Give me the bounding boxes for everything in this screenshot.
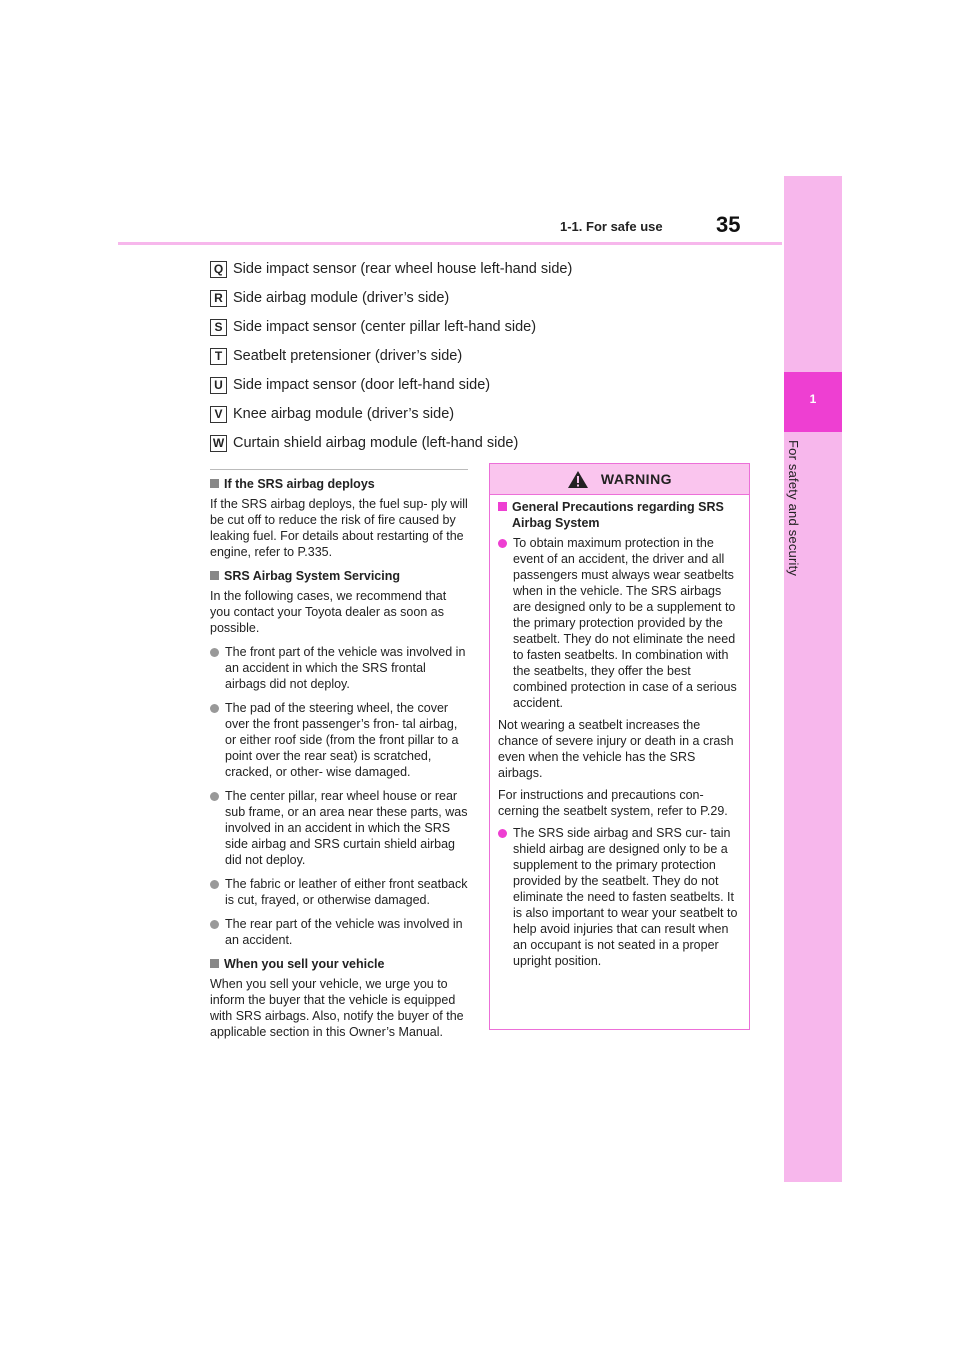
circle-bullet-icon (210, 648, 219, 657)
square-bullet-icon (210, 479, 219, 488)
square-bullet-icon (210, 571, 219, 580)
square-bullet-icon (210, 959, 219, 968)
deploy-text: If the SRS airbag deploys, the fuel sup- ply will be cut off to reduce the risk of fire caused by leaking fuel. For details about restarting of the engine, refer to P.335. (210, 497, 468, 559)
legend-item (210, 404, 770, 424)
warning-divider (490, 494, 749, 495)
warning-heading (498, 499, 741, 531)
legend-key: S (210, 319, 227, 336)
legend-item (210, 375, 770, 395)
legend-key: Q (210, 261, 227, 278)
warning-list-item (498, 535, 741, 711)
deploy-heading (210, 476, 468, 492)
servicing-heading (210, 568, 468, 584)
warning-list-text: To obtain maximum protection in the event of an accident, the driver and all passengers must always wear seatbelts when in the vehicle. The SRS airbags are designed only to be a supplement to the primary protection provided by the seatbelt. They do not eliminate the need to fasten seatbelts. In combination with the seatbelts, they offer the best combined protection in case of a serious accident. (513, 536, 737, 710)
warning-paragraph: For instructions and precautions con- cerning the seatbelt system, refer to P.29. (498, 788, 728, 818)
left-column (210, 469, 468, 1048)
legend-item (210, 288, 770, 308)
list-item-text: The rear part of the vehicle was involved in an accident. (225, 917, 463, 947)
circle-bullet-icon (498, 539, 507, 548)
servicing-heading-text: SRS Airbag System Servicing (224, 569, 400, 583)
list-item-text: The pad of the steering wheel, the cover over the front passenger’s fron- tal airbag, or either roof side (from the front pillar to a point over the rear seat) is scratched, cracked, or other- wise damaged. (225, 701, 459, 779)
legend-text: Knee airbag module (driver’s side) (233, 406, 455, 422)
legend-key: V (210, 406, 227, 423)
circle-bullet-icon (498, 829, 507, 838)
sell-text: When you sell your vehicle, we urge you to inform the buyer that the vehicle is equipped with SRS airbags. Also, notify the buyer of the applicable section in this Owner’s Manual. (210, 977, 464, 1039)
legend-item (210, 259, 770, 279)
circle-bullet-icon (210, 880, 219, 889)
warning-list-text: The SRS side airbag and SRS cur- tain shield airbag are designed only to be a supplement to the primary protection provided by the seatbelt. They do not eliminate the need to fasten seatbelts. It is also important to wear your seatbelt to help avoid injuries that can result when an occupant is not seated in a proper upright position. (513, 826, 738, 968)
legend-text: Side airbag module (driver’s side) (233, 290, 450, 306)
header-rule (118, 242, 782, 245)
list-item (210, 916, 468, 948)
list-item (210, 700, 468, 780)
warning-list-item (498, 825, 741, 969)
warning-header (490, 464, 749, 494)
chapter-tab-strip (784, 176, 842, 1182)
legend-item (210, 346, 770, 366)
circle-bullet-icon (210, 792, 219, 801)
legend-text: Curtain shield airbag module (left-hand side) (233, 435, 519, 451)
legend-text: Side impact sensor (rear wheel house left-hand side) (233, 261, 573, 277)
section-title: 1-1. For safe use (560, 219, 663, 234)
deploy-heading-text: If the SRS airbag deploys (224, 477, 375, 491)
legend-text: Side impact sensor (center pillar left-hand side) (233, 319, 537, 335)
chapter-tab-number: 1 (809, 392, 817, 406)
legend-key: U (210, 377, 227, 394)
warning-box (489, 463, 750, 1030)
page-number: 35 (716, 212, 741, 237)
section-divider (210, 469, 468, 470)
square-bullet-icon (498, 502, 507, 511)
warning-triangle-icon (567, 470, 589, 489)
legend-text: Side impact sensor (door left-hand side) (233, 377, 491, 393)
warning-title: WARNING (600, 471, 673, 487)
list-item (210, 644, 468, 692)
chapter-tab-label: For safety and security (786, 440, 801, 577)
servicing-intro: In the following cases, we recommend that you contact your Toyota dealer as soon as possible. (210, 589, 447, 635)
legend-item (210, 317, 770, 337)
sell-heading (210, 956, 468, 972)
list-item (210, 788, 468, 868)
legend-key: W (210, 435, 227, 452)
legend-key: T (210, 348, 227, 365)
list-item-text: The fabric or leather of either front seatback is cut, frayed, or otherwise damaged. (225, 877, 468, 907)
list-item-text: The center pillar, rear wheel house or rear sub frame, or an area near these parts, was involved in an accident in which the SRS side airbag and SRS curtain shield airbag did not deploy. (225, 789, 468, 867)
warning-paragraph: Not wearing a seatbelt increases the chance of severe injury or death in a crash even when the vehicle has the SRS airbags. (498, 718, 734, 780)
component-legend (210, 259, 770, 462)
sell-heading-text: When you sell your vehicle (224, 957, 385, 971)
warning-body (490, 499, 749, 969)
warning-heading-text: General Precautions regarding SRS Airbag System (512, 500, 724, 530)
legend-text: Seatbelt pretensioner (driver’s side) (233, 348, 463, 364)
list-item (210, 876, 468, 908)
circle-bullet-icon (210, 704, 219, 713)
legend-key: R (210, 290, 227, 307)
circle-bullet-icon (210, 920, 219, 929)
legend-item (210, 433, 770, 453)
list-item-text: The front part of the vehicle was involved in an accident in which the SRS frontal airbags did not deploy. (225, 645, 466, 691)
